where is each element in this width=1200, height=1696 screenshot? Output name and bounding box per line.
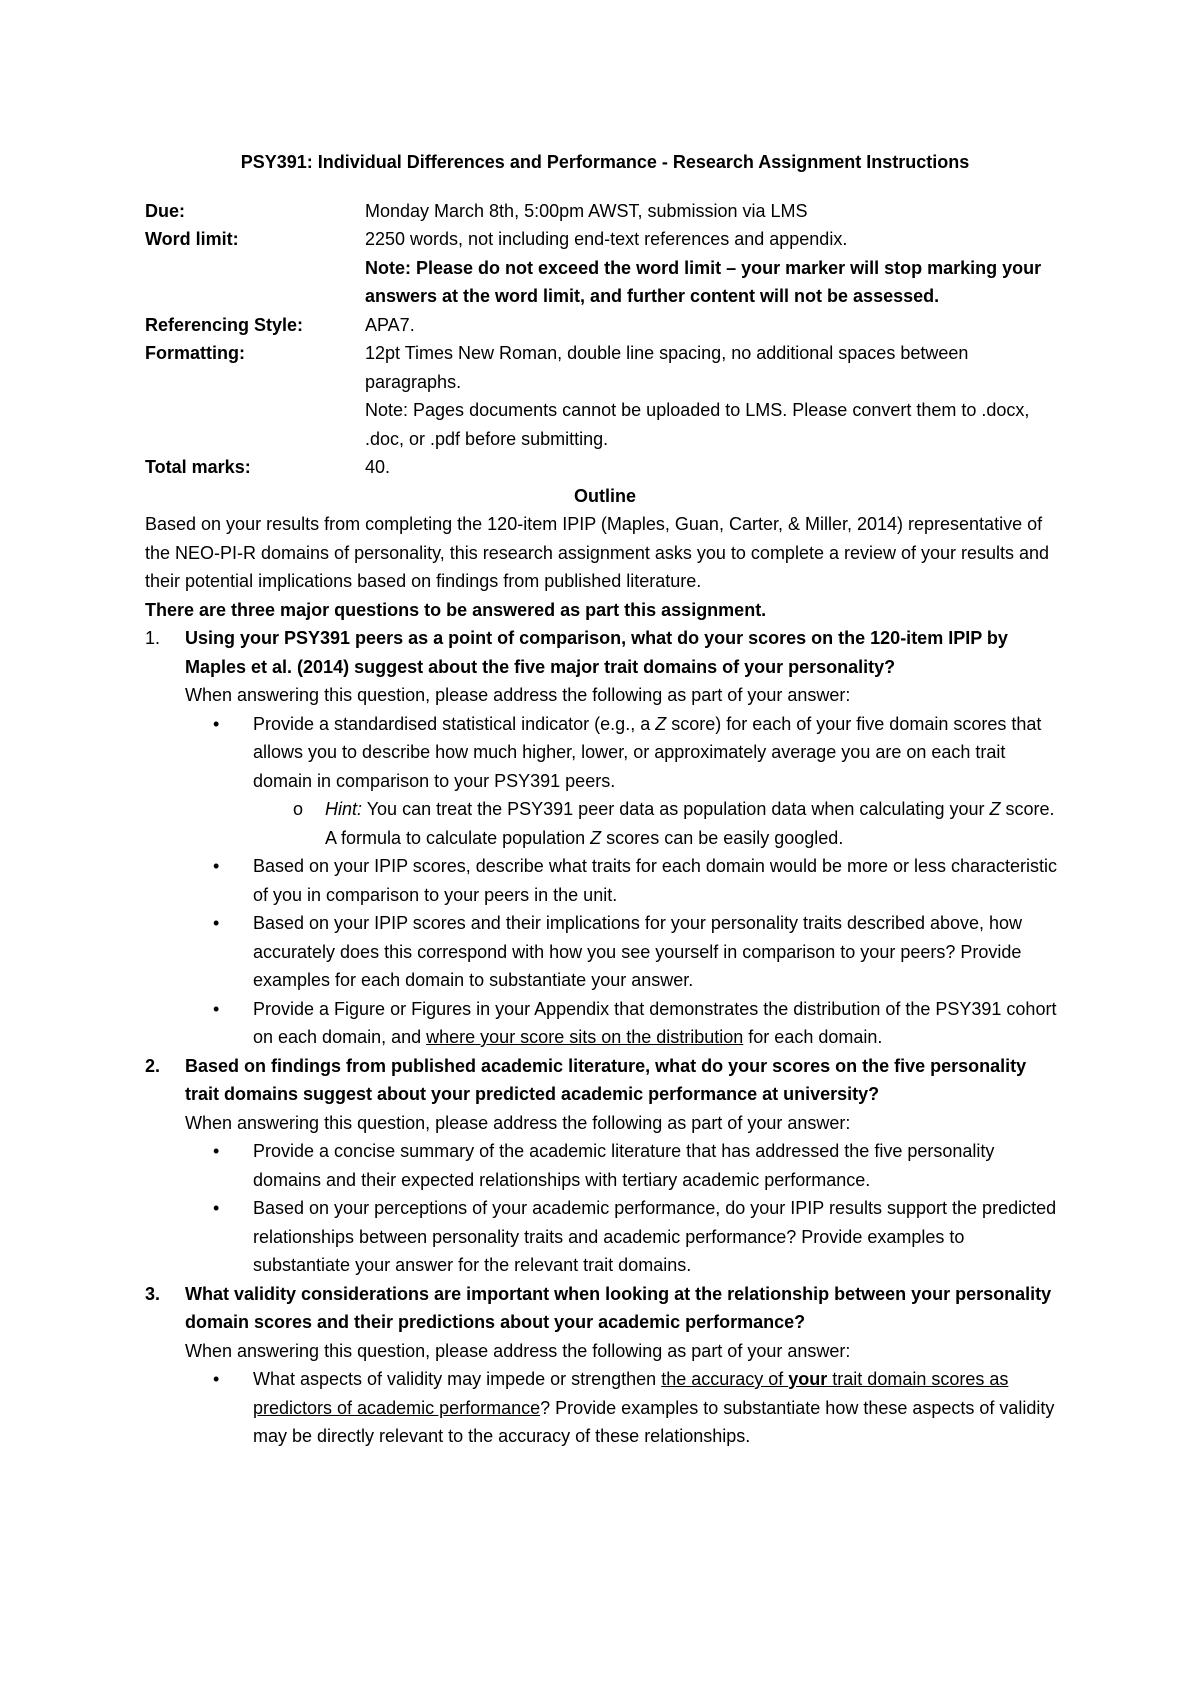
word-limit-value: 2250 words, not including end-text references and appendix. — [365, 229, 848, 249]
question-instruction: When answering this question, please address the following as part of your answer: — [185, 1340, 851, 1361]
bullet-icon: • — [213, 913, 220, 933]
bullet-icon: • — [213, 1198, 220, 1218]
formatting-label: Formatting: — [145, 343, 245, 363]
hint-text: Hint: You can treat the PSY391 peer data as population data when calculating your Z score. A formula to calculate population Z scores can be easily googled. — [325, 799, 1055, 848]
outline-intro: Based on your results from completing the 120-item IPIP (Maples, Guan, Carter, & Miller, 2014) representative of the NEO-PI-R domains of personality, this research assignment asks you to complete a review of your results and their potential implications based on findings from published literature. — [145, 514, 1050, 591]
bullet-text: What aspects of validity may impede or strengthen the accuracy of your trait domain scores as predictors of academic performance? Provide examples to substantiate how these aspects of validity may be directly relevant to the accuracy of these relationships. — [253, 1369, 1055, 1446]
list-item — [185, 1365, 1065, 1451]
outline-lead: There are three major questions to be answered as part this assignment. — [145, 599, 767, 620]
bullet-text: Based on your IPIP scores and their implications for your personality traits described above, how accurately does this correspond with how you see yourself in comparison to your peers? Provide examples for each domain to substantiate your answer. — [253, 913, 1023, 990]
bullet-text: Provide a Figure or Figures in your Appendix that demonstrates the distribution of the PSY391 cohort on each domain, and where your score sits on the distribution for each domain. — [253, 998, 1057, 1047]
question-instruction: When answering this question, please address the following as part of your answer: — [185, 1112, 851, 1133]
question-1 — [145, 624, 1065, 710]
list-item — [185, 909, 1065, 995]
question-text: What validity considerations are important when looking at the relationship between your personality domain scores and their predictions about your academic performance? — [185, 1283, 1052, 1332]
due-label: Due: — [145, 200, 185, 221]
word-limit-label: Word limit: — [145, 229, 239, 249]
word-limit-note: Note: Please do not exceed the word limit – your marker will stop marking your answers at the word limit, and further content will not be assessed. — [365, 257, 1042, 306]
bullet-icon: • — [213, 713, 220, 734]
word-limit-row — [145, 225, 1065, 311]
referencing-value: APA7. — [365, 314, 415, 335]
question-number: 1. — [145, 628, 161, 648]
total-marks-value: 40. — [365, 457, 391, 477]
question-text: Based on findings from published academic literature, what do your scores on the five personality trait domains suggest about your predicted academic performance at university? — [185, 1055, 1027, 1104]
list-item — [185, 852, 1065, 909]
referencing-row — [145, 311, 1065, 340]
bullet-icon: • — [213, 856, 220, 876]
total-marks-row — [145, 453, 1065, 482]
question-instruction: When answering this question, please address the following as part of your answer: — [185, 685, 851, 705]
list-item — [185, 1194, 1065, 1280]
due-value: Monday March 8th, 5:00pm AWST, submission via LMS — [365, 200, 808, 221]
bullet-text: Provide a concise summary of the academic literature that has addressed the five personality domains and their expected relationships with tertiary academic performance. — [253, 1141, 995, 1190]
list-item — [185, 1137, 1065, 1194]
question-text: Using your PSY391 peers as a point of comparison, what do your scores on the 120-item IPIP by Maples et al. (2014) suggest about the five major trait domains of your personality? — [185, 628, 1008, 677]
bullet-text: Based on your perceptions of your academic performance, do your IPIP results support the predicted relationships between personality traits and academic performance? Provide examples to substantiate your answer for the relevant trait domains. — [253, 1198, 1057, 1275]
document-body — [145, 148, 1065, 1451]
list-item — [185, 995, 1065, 1052]
question-2 — [145, 1052, 1065, 1138]
bullet-text: Based on your IPIP scores, describe what traits for each domain would be more or less characteristic of you in comparison to your peers in the unit. — [253, 856, 1058, 905]
question-number: 3. — [145, 1283, 161, 1304]
bullet-icon: • — [213, 1141, 220, 1161]
referencing-label: Referencing Style: — [145, 314, 304, 335]
sub-list-item — [293, 795, 1065, 852]
formatting-note: Note: Pages documents cannot be uploaded to LMS. Please convert them to .docx, .doc, or .pdf before submitting. — [365, 400, 1030, 449]
bullet-icon: • — [213, 1369, 220, 1389]
list-item — [185, 710, 1065, 796]
page-title: PSY391: Individual Differences and Performance - Research Assignment Instructions — [240, 152, 970, 172]
bullet-icon: • — [213, 998, 220, 1019]
due-row — [145, 197, 1065, 226]
circle-bullet-icon: o — [293, 799, 304, 819]
formatting-value: 12pt Times New Roman, double line spacing, no additional spaces between paragraphs. — [365, 343, 969, 392]
outline-heading: Outline — [574, 485, 636, 506]
question-number: 2. — [145, 1055, 161, 1076]
bullet-text: Provide a standardised statistical indicator (e.g., a Z score) for each of your five domain scores that allows you to describe how much higher, lower, or approximately average you are on each trait domain in comparison to your PSY391 peers. — [253, 713, 1042, 791]
total-marks-label: Total marks: — [145, 457, 251, 477]
formatting-row — [145, 339, 1065, 453]
question-3 — [145, 1280, 1065, 1366]
